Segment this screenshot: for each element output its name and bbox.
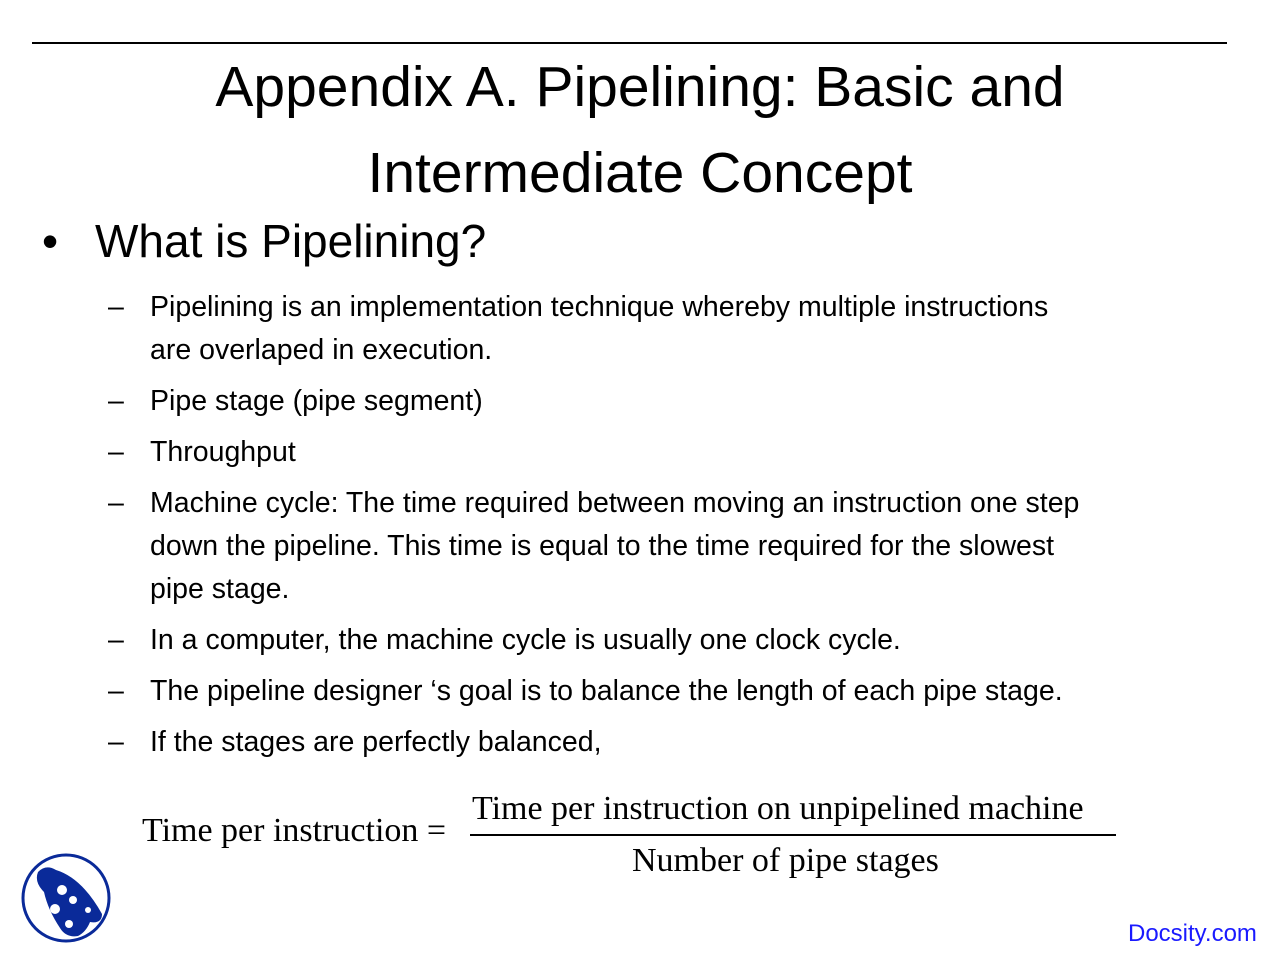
dash: –	[108, 291, 124, 323]
item-line: Throughput	[150, 436, 296, 468]
item-line: down the pipeline. This time is equal to the time required for the slowest	[150, 530, 1055, 562]
dash: –	[108, 436, 124, 468]
slide-title	[0, 44, 1280, 216]
main-bullet-text: What is Pipelining?	[95, 215, 487, 267]
dash: –	[108, 385, 124, 417]
dash: –	[108, 487, 124, 519]
bullet-dot: •	[42, 215, 59, 267]
item-line: The pipeline designer ‘s goal is to balance the length of each pipe stage.	[150, 675, 1063, 707]
title-line-2: Intermediate Concept	[367, 141, 913, 205]
formula-denominator: Number of pipe stages	[632, 842, 939, 879]
formula-lhs: Time per instruction =	[142, 812, 447, 849]
docsity-watermark[interactable]: Docsity.com	[1128, 920, 1257, 947]
item-line: are overlaped in execution.	[150, 334, 493, 366]
item-line: pipe stage.	[150, 573, 290, 605]
dash: –	[108, 675, 124, 707]
item-line: In a computer, the machine cycle is usually one clock cycle.	[150, 624, 901, 656]
item-line: Machine cycle: The time required between moving an instruction one step	[150, 487, 1080, 519]
main-bullet	[42, 214, 486, 268]
item-line: If the stages are perfectly balanced,	[150, 726, 602, 758]
item-line: Pipelining is an implementation technique whereby multiple instructions	[150, 291, 1049, 323]
fraction-bar	[470, 834, 1116, 836]
dash: –	[108, 726, 124, 758]
dash: –	[108, 624, 124, 656]
title-line-1: Appendix A. Pipelining: Basic and	[215, 55, 1065, 119]
formula-numerator: Time per instruction on unpipelined machine	[472, 790, 1084, 827]
docsity-logo-icon	[20, 852, 112, 944]
item-line: Pipe stage (pipe segment)	[150, 385, 483, 417]
